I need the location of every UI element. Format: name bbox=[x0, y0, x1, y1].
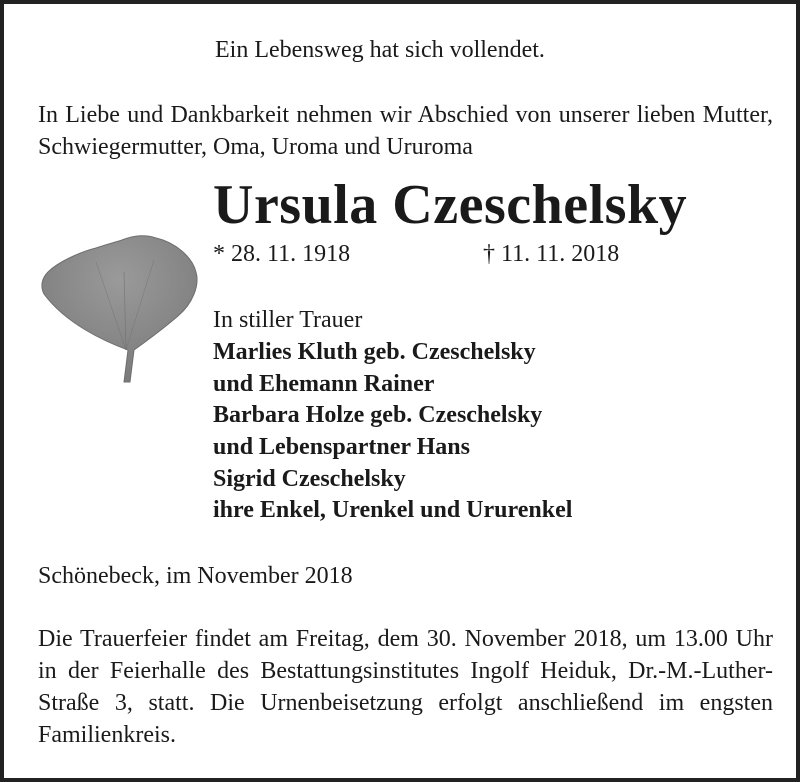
death-date: † 11. 11. 2018 bbox=[483, 241, 620, 267]
mourning-label: In stiller Trauer bbox=[213, 307, 363, 333]
deceased-name: Ursula Czeschelsky bbox=[213, 174, 688, 236]
mourner-4: und Lebenspartner Hans bbox=[213, 434, 470, 460]
place-date: Schönebeck, im November 2018 bbox=[38, 563, 353, 589]
mourner-5: Sigrid Czeschelsky bbox=[213, 466, 406, 492]
intro-text: In Liebe und Dankbarkeit nehmen wir Abschied von unserer lieben Mutter, Schwiegermutter, Oma, Uroma und Ururoma bbox=[38, 102, 773, 160]
mourner-1: Marlies Kluth geb. Czeschelsky bbox=[213, 339, 536, 365]
mourner-2: und Ehemann Rainer bbox=[213, 371, 435, 397]
mourner-6: ihre Enkel, Urenkel und Ururenkel bbox=[213, 497, 573, 523]
mourner-3: Barbara Holze geb. Czeschelsky bbox=[213, 402, 543, 428]
funeral-info: Die Trauerfeier findet am Freitag, dem 30. November 2018, um 13.00 Uhr in der Feierhalle des Bestattungsinstitutes Ingolf Heiduk, Dr.-M.-Luther-Straße 3, statt. Die Urnenbeisetzung erfolgt anschließend im engsten Familienkreis. bbox=[38, 626, 773, 748]
heading: Ein Lebensweg hat sich vollendet. bbox=[215, 37, 545, 63]
birth-date: * 28. 11. 1918 bbox=[213, 241, 351, 267]
ginkgo-leaf-icon bbox=[36, 232, 206, 390]
